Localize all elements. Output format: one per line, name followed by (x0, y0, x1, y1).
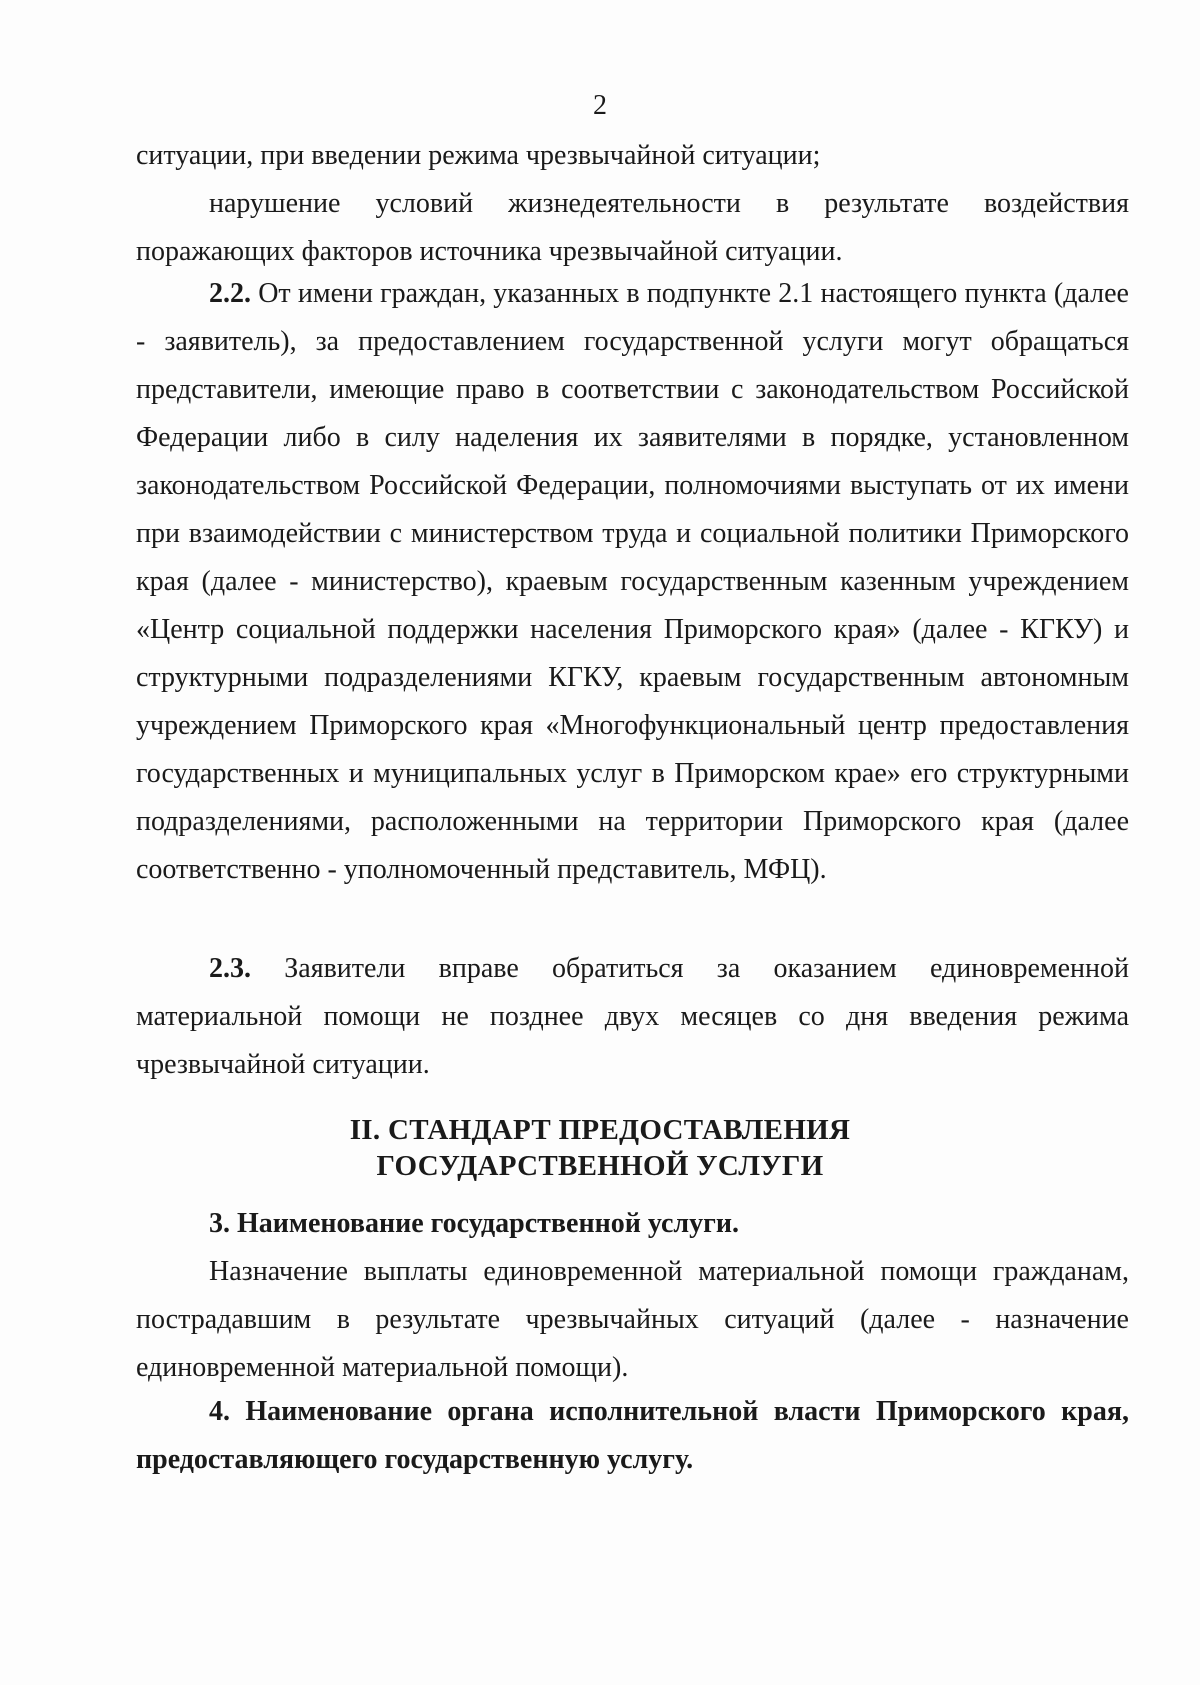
section-heading-line-2: ГОСУДАРСТВЕННОЙ УСЛУГИ (376, 1150, 824, 1182)
item-3-heading: 3. Наименование государственной услуги. (209, 1208, 739, 1239)
continuation-line: ситуации, при введении режима чрезвычайной ситуации; (136, 140, 821, 171)
item-3-block (136, 1200, 1129, 1392)
item-2-3-text: Заявители вправе обратиться за оказанием единовременной материальной помощи не позднее двух месяцев со дня введения режима чрезвычайной ситуации. (136, 953, 1129, 1080)
item-2-2-paragraph (136, 270, 1129, 894)
item-2-3-paragraph (136, 945, 1129, 1089)
item-2-2-text: От имени граждан, указанных в подпункте 2.1 настоящего пункта (далее - заявитель), за предоставлением государственной услуги могут обращаться представители, имеющие право в соответствии с законодательством Российской Федерации либо в силу наделения их заявителями в порядке, установленном законодательством Российской Федерации, полномочиями выступать от их имени при взаимодействии с министерством труда и социальной политики Приморского края (далее - министерство), краевым государственным казенным учреждением «Центр социальной поддержки населения Приморского края» (далее - КГКУ) и структурными подразделениями КГКУ, краевым государственным автономным учреждением Приморского края «Многофункциональный центр предоставления государственных и муниципальных услуг в Приморском крае» его структурными подразделениями, расположенными на территории Приморского края (далее соответственно - уполномоченный представитель, МФЦ). (136, 278, 1129, 885)
item-4-block (136, 1388, 1129, 1484)
page-number: 2 (593, 90, 607, 121)
item-2-2-block (136, 270, 1129, 894)
item-3-paragraph: Назначение выплаты единовременной материальной помощи гражданам, пострадавшим в результате чрезвычайных ситуаций (далее - назначение единовременной материальной помощи). (136, 1256, 1129, 1383)
violation-paragraph: нарушение условий жизнедеятельности в результате воздействия поражающих факторов источника чрезвычайной ситуации. (136, 188, 1129, 267)
section-heading (0, 1112, 1200, 1184)
item-2-3-number: 2.3. (209, 953, 251, 984)
section-heading-line-1: II. СТАНДАРТ ПРЕДОСТАВЛЕНИЯ (349, 1114, 851, 1146)
intro-block (136, 132, 1129, 276)
item-2-2-number: 2.2. (209, 278, 251, 309)
item-4-heading: 4. Наименование органа исполнительной власти Приморского края, предоставляющего государственную услугу. (136, 1396, 1129, 1475)
item-2-3-block (136, 945, 1129, 1089)
